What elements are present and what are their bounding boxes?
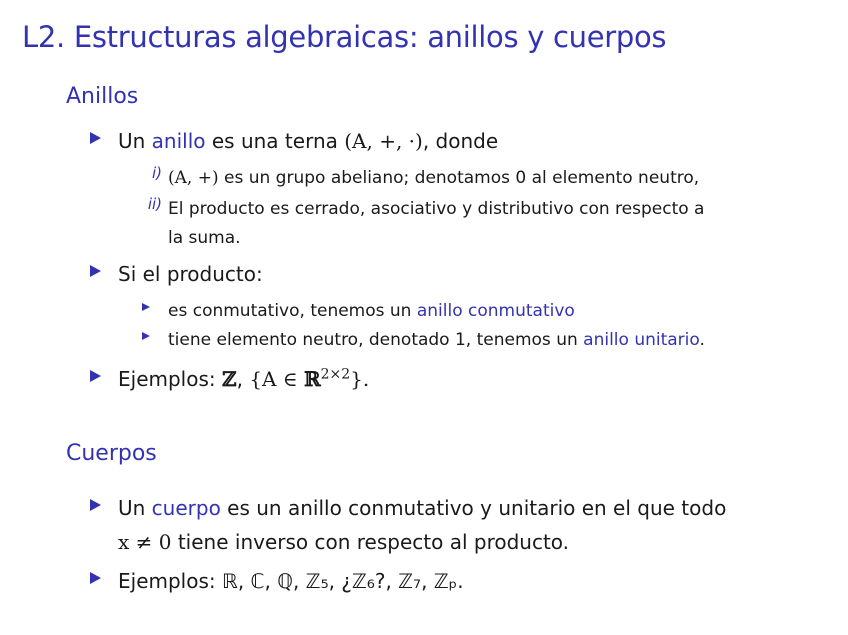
enum-item-ii-continued: la suma. <box>168 228 241 248</box>
sub-item-conmutativo: es conmutativo, tenemos un anillo conmutativo <box>142 297 575 326</box>
bullet-triangle-icon <box>90 499 101 511</box>
list-item-anillo-definition: Un anillo es una terna (A, +, ·), donde <box>90 126 498 156</box>
list-item-ejemplos-anillos: Ejemplos: ℤ, {A ∈ ℝ$^{2\times 2}$}. <box>90 364 369 394</box>
sub-item-unitario: tiene elemento neutro, denotado 1, tenemos un anillo unitario. <box>142 326 705 355</box>
list-item-cuerpo-definition-continued: x ≠ 0 tiene inverso con respecto al producto. <box>118 530 570 554</box>
bullet-triangle-icon <box>90 265 101 277</box>
term-anillo-unitario: anillo unitario <box>583 330 700 350</box>
list-item-cuerpo-definition: Un cuerpo es un anillo conmutativo y unitario en el que todo <box>90 493 726 523</box>
bullet-triangle-icon <box>90 370 101 382</box>
section-heading-anillos: Anillos <box>66 84 139 109</box>
section-heading-cuerpos: Cuerpos <box>66 441 157 466</box>
slide-title: L2. Estructuras algebraicas: anillos y cuerpos <box>22 20 667 54</box>
term-anillo: anillo <box>151 129 206 153</box>
enum-item-i: i) (A, +) es un grupo abeliano; denotamos 0 al elemento neutro, <box>136 164 699 193</box>
list-item-si-el-producto: Si el producto: <box>90 259 263 289</box>
bullet-triangle-small-icon <box>142 332 150 340</box>
bullet-triangle-icon <box>90 132 101 144</box>
bullet-triangle-small-icon <box>142 303 150 311</box>
list-item-ejemplos-cuerpos: Ejemplos: ℝ, ℂ, ℚ, ℤ₅, ¿ℤ₆?, ℤ₇, ℤₚ. <box>90 566 464 596</box>
enum-item-ii: ii) El producto es cerrado, asociativo y distributivo con respecto a <box>136 195 704 224</box>
enum-label-i: i) <box>151 164 162 182</box>
bullet-triangle-icon <box>90 572 101 584</box>
term-anillo-conmutativo: anillo conmutativo <box>416 301 575 321</box>
term-cuerpo: cuerpo <box>151 496 221 520</box>
enum-label-ii: ii) <box>147 195 162 213</box>
